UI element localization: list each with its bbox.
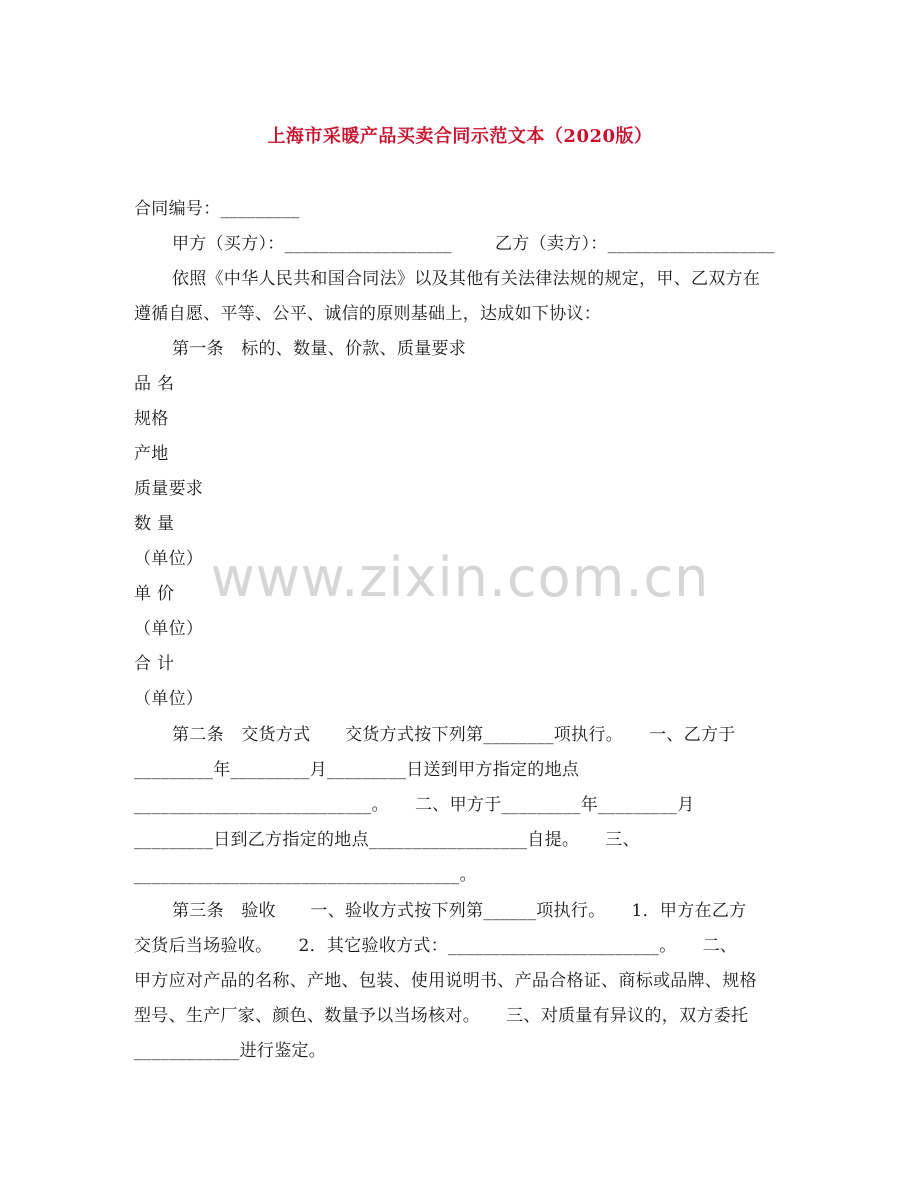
item-origin: 产地 <box>134 444 169 464</box>
article-2-line-5: _____________________________________。 <box>134 865 477 885</box>
article-3-line-1: 第三条 验收 一、验收方式按下列第______项执行。 1．甲方在乙方 <box>172 901 747 921</box>
item-total: 合 计 <box>134 654 175 674</box>
document-title: 上海市采暖产品买卖合同示范文本（2020版） <box>267 126 653 147</box>
item-total-unit: （单位） <box>134 689 204 709</box>
article-3-line-2: 交货后当场验收。 2．其它验收方式：________________________。 二、 <box>134 936 738 956</box>
contract-number: 合同编号：_________ <box>134 199 300 219</box>
item-product-name: 品 名 <box>134 374 175 394</box>
article-2-line-2: _________年_________月_________日送到甲方指定的地点 <box>134 760 580 780</box>
buyer-party: 甲方（买方）：___________________ <box>172 234 452 254</box>
article-1-heading: 第一条 标的、数量、价款、质量要求 <box>172 339 467 359</box>
item-unit-price-unit: （单位） <box>134 619 204 639</box>
preamble-line-1: 依照《中华人民共和国合同法》以及其他有关法律法规的规定，甲、乙双方在 <box>172 269 761 289</box>
article-3-line-4: 型号、生产厂家、颜色、数量予以当场核对。 三、对质量有异议的，双方委托 <box>134 1006 749 1026</box>
item-specification: 规格 <box>134 409 169 429</box>
watermark: www.zixin.com.cn <box>210 546 710 609</box>
seller-party: 乙方（卖方）：___________________ <box>495 234 775 254</box>
item-quantity: 数 量 <box>134 514 175 534</box>
article-3-line-3: 甲方应对产品的名称、产地、包装、使用说明书、产品合格证、商标或品牌、规格 <box>134 971 757 991</box>
article-2-line-4: _________日到乙方指定的地点__________________自提。 三、 <box>134 830 640 850</box>
item-unit-price: 单 价 <box>134 584 175 604</box>
item-quality: 质量要求 <box>134 479 204 499</box>
article-2-line-1: 第二条 交货方式 交货方式按下列第________项执行。 一、乙方于 <box>172 725 736 745</box>
item-quantity-unit: （单位） <box>134 549 204 569</box>
preamble-line-2: 遵循自愿、平等、公平、诚信的原则基础上，达成如下协议： <box>134 304 602 324</box>
article-2-line-3: ___________________________。 二、甲方于_________年_________月 <box>134 795 695 815</box>
article-3-line-5: ____________进行鉴定。 <box>134 1041 327 1061</box>
